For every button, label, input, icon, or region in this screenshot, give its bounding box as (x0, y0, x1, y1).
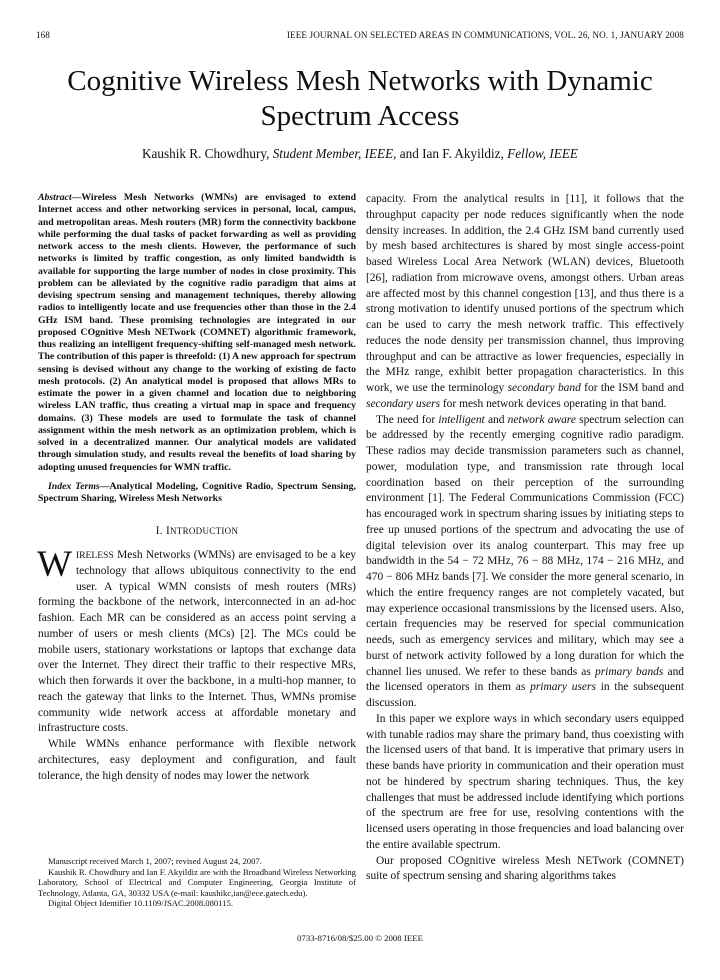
term-secondary-band: secondary band (507, 382, 581, 394)
term-primary-bands: primary bands (595, 665, 664, 678)
footnote-doi: Digital Object Identifier 10.1109/JSAC.2008.080115. (48, 898, 234, 909)
right-p2-text-c: spectrum selection can be addressed by the recently emerging cognitive radio paradigm. These radios may decide transmission parameters such as channel, power, modulation type, and transmission rate through local coordination based on their perception of the surrounding environment [1]. The Federal Communications Commission (FCC) has encouraged work in spectrum sharing issues by initiating steps to free up unused portions of the spectrum and advocating the use of digital television over its analog counterpart. This may free up bandwidth in the 54 − 72 MHz, 76 − 88 MHz, 174 − 216 MHz, and 470 − 806 MHz bands [7]. We consider the more general scenario, in which the entire frequency ranges are not completely vacated, but may experience occasional transmissions by the licensed users. Also, certain frequencies may be reserved for special communication needs, such as emergency services and military, which may see a burst of network activity followed by a long duration for which the channel lies unused. We refer to these bands as (366, 413, 684, 678)
footnote-affiliation: Kaushik R. Chowdhury and Ian F. Akyildiz are with the Broadband Wireless Networking Laboratory, School of Electrical and Computer Engineering, Georgia Institute of Technology, Atlanta, GA, 30332 USA (e-mail: kaushikc,ian@ece.gatech.edu). (38, 866, 356, 898)
index-terms-label: Index Terms (48, 480, 100, 492)
right-p1-text-b: for the ISM band and (580, 382, 684, 394)
right-column (366, 192, 684, 885)
footnote-received: Manuscript received March 1, 2007; revised August 24, 2007. (48, 856, 262, 866)
author-2-name: Ian F. Akyildiz, (422, 146, 504, 161)
term-intelligent: intelligent (438, 413, 485, 426)
journal-name: IEEE JOURNAL ON SELECTED AREAS IN COMMUNICATIONS, VOL. 26, NO. 1, JANUARY 2008 (286, 30, 684, 40)
author-1-name: Kaushik R. Chowdhury, (142, 146, 270, 161)
footnotes (38, 856, 356, 909)
abstract-label: Abstract (38, 192, 72, 203)
author-2-role: Fellow, IEEE (507, 146, 578, 161)
drop-cap: W (37, 544, 72, 585)
right-paragraph-1 (366, 192, 684, 413)
right-p1-text-a: capacity. From the analytical results in [11], it follows that the throughput capacity per node reduces significantly when the node density increases. In addition, the 2.4 GHz ISM band currently used by mesh based architectures is shared by most single access-point based Wireless Local Area Network (WLAN) devices, Bluetooth [26], radiation from microwave ovens, amongst others. Urban areas are affected most by this channel congestion [13], and thus there is a strong motivation to identify unused portions of the spectrum which can be used to carry the mesh network traffic. This effectively reduces the node density per transmission channel, thus improving throughput and can be attractive as lower frequencies, especially in the MHz range, exhibit better propagation characteristics. In this work, we use the terminology (366, 193, 684, 394)
section-heading-initial: I (165, 525, 170, 538)
right-p2-text-e: in the subsequent discussion. (366, 681, 684, 709)
term-primary-users: primary users (530, 681, 596, 694)
intro-paragraph-2: While WMNs enhance performance with flexible network architectures, easy deployment and configuration, and fault tolerance, the high density of nodes may lower the network (38, 738, 356, 782)
right-p2-text-b: and (484, 413, 508, 426)
abstract (38, 192, 356, 474)
intro-smallcaps: IRELESS (75, 550, 114, 561)
abstract-text: —Wireless Mesh Networks (WMNs) are envisaged to extend Internet access and other networking services in personal, local, campus, and metropolitan areas. Mesh routers (MR) form the connectivity backbone while performing the dual tasks of packet forwarding as well as providing network access to the mesh clients. However, the performance of such networks is limited by traffic congestion, as only limited bandwidth is available for supporting the large number of nodes in close proximity. This problem can be alleviated by the cognitive radio paradigm that aims at devising spectrum sensing and management techniques, thereby allowing radios to intelligently locate and use frequencies other than those in the 2.4 GHz ISM band. These promising technologies are integrated in our proposed COgnitive Mesh NETwork (COMNET) algorithmic framework, thus realizing an intelligent frequency-shifting self-managed mesh network. The contribution of this paper is threefold: (1) A new approach for spectrum sensing is devised without any change to the working of existing de facto mesh protocols. (2) An analytical model is proposed that allows MRs to estimate the power in a given channel and location due to neighboring wireless LAN traffic, thus creating a virtual map in space and frequency domains. (3) These models are used to formulate the task of channel assignment within the mesh network as an optimization problem, which is solved in a decentralized manner. Our analytical models are validated through simulation study, and results reveal the benefits of load sharing by adopting unused frequencies for WMN traffic. (38, 192, 356, 473)
right-p2-text-d: and the licensed operators in them as (366, 665, 685, 694)
section-numeral: I. (155, 525, 163, 538)
term-network-aware: network aware (507, 413, 576, 426)
left-column (38, 192, 356, 784)
right-p1-text-c: for mesh network devices operating in that band. (440, 397, 667, 410)
paper-title: Cognitive Wireless Mesh Networks with Dynamic Spectrum Access (67, 65, 653, 132)
right-paragraph-2 (366, 413, 684, 712)
section-heading-rest: NTRODUCTION (169, 526, 239, 537)
copyright-footer: 0733-8716/08/$25.00 © 2008 IEEE (297, 933, 423, 943)
right-p2-text-a: The need for (376, 413, 439, 426)
right-paragraph-3: In this paper we explore ways in which secondary users equipped with tunable radios may share the primary band, thus coexisting with the licensed users of that band. It is imperative that primary users in these bands have priority in communication and their operation must not be hindered by spectrum sharing techniques. Thus, the key challenges that must be addressed include identifying which portions of the spectrum are free for use, resolving contentions with the licensed users operating in those frequencies and load balancing over the entire available spectrum. (366, 712, 684, 851)
intro-paragraph-1 (37, 544, 356, 737)
index-terms-text: —Analytical Modeling, Cognitive Radio, Spectrum Sensing, Spectrum Sharing, Wireless Mesh Networks (38, 480, 356, 504)
right-paragraph-4: Our proposed COgnitive wireless Mesh NETwork (COMNET) suite of spectrum sensing and sharing algorithms takes (366, 854, 684, 883)
index-terms (38, 481, 356, 506)
running-header (36, 30, 684, 42)
author-1-role: Student Member, IEEE, (272, 146, 397, 161)
term-secondary-users: secondary users (366, 397, 441, 410)
intro-paragraph-1-text: Mesh Networks (WMNs) are envisaged to be a key technology that allows ubiquitous connectivity to the end user. A typical WMN consists of mesh routers (MRs) forming the backbone of the network, interconnected in an ad-hoc fashion. Each MR can be considered as an access point serving a number of users or mesh clients (MCs) [2]. The MCs could be mobile users, stationary workstations or laptops that exchange data over the Internet. They direct their traffic to their respective MRs, which then forwards it over the backbone, in a multi-hop manner, to reach the gateway that links to the Internet. Thus, WMNs promise community wide network access at affordable monetary and infrastructure costs. (38, 549, 356, 735)
author-line (36, 146, 684, 162)
author-conjunction: and (399, 146, 419, 161)
section-heading-introduction (38, 524, 356, 540)
page-number: 168 (36, 30, 50, 40)
